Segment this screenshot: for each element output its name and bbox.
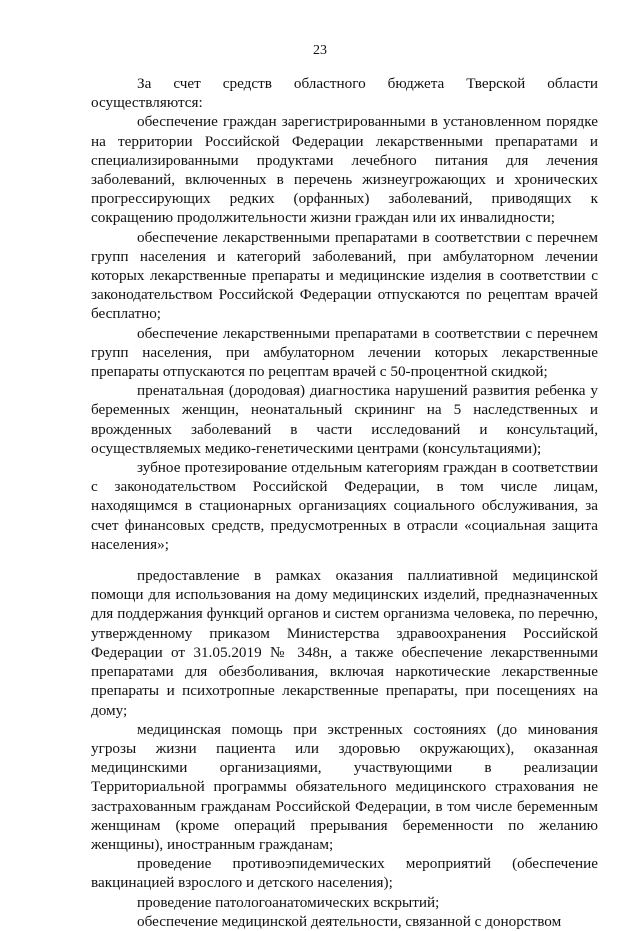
paragraph-autopsies: проведение патологоанатомических вскрытий; bbox=[137, 893, 440, 911]
document-body bbox=[91, 74, 598, 931]
paragraph-dental-prosthetics: зубное протезирование отдельным категориям граждан в соответствии с законодательством Российской Федерации, в том числе лицам, находящимся в стационарных организациях социального обслуживания, за счет финансовых средств, предусмотренных в отрасли «социальная защита населения»; bbox=[91, 459, 598, 553]
paragraph-emergency-care: медицинская помощь при экстренных состояниях (до минования угрозы жизни пациента или здоровью окружающих), оказанная медицинскими организациями, участвующими в реализации Территориальной программы обязательного медицинского страхования не застрахованным гражданам Российской Федерации, в том числе беременным женщинам (кроме операций прерывания беременности по желанию женщины), иностранным гражданам; bbox=[91, 720, 598, 853]
paragraph-donation: обеспечение медицинской деятельности, связанной с донорством bbox=[137, 912, 562, 930]
paragraph-palliative-care: предоставление в рамках оказания паллиативной медицинской помощи для использования на дому медицинских изделий, предназначенных для поддержания функций органов и систем организма человека, по перечню, утвержденному приказом Министерства здравоохранения Российской Федерации от 31.05.2019 № 348н, а также обеспечение лекарственными препаратами для обезболивания, включая наркотические лекарственные препараты и психотропные лекарственные препараты, при посещениях на дому; bbox=[91, 567, 598, 719]
paragraph-orphan-diseases: обеспечение граждан зарегистрированными в установленном порядке на территории Российской Федерации лекарственными препаратами и специализированными продуктами лечебного питания для лечения заболеваний, включенных в перечень жизнеугрожающих и хронических прогрессирующих редких (орфанных) заболеваний, приводящих к сокращению продолжительности жизни граждан или их инвалидности; bbox=[91, 113, 598, 227]
paragraph-discount-prescriptions: обеспечение лекарственными препаратами в соответствии с перечнем групп населения, при амбулаторном лечении которых лекарственные препараты отпускаются по рецептам врачей с 50-процентной скидкой; bbox=[91, 324, 598, 381]
paragraph-epidemic-measures: проведение противоэпидемических мероприятий (обеспечение вакцинацией взрослого и детского населения); bbox=[91, 855, 598, 892]
page-number: 23 bbox=[313, 43, 327, 58]
paragraph-prenatal-diagnostics: пренатальная (дородовая) диагностика нарушений развития ребенка у беременных женщин, неонатальный скрининг на 5 наследственных и врожденных заболеваний в части исследований и консультаций, осуществляемых медико-генетическими центрами (консультациями); bbox=[91, 382, 598, 457]
paragraph-intro: За счет средств областного бюджета Тверской области осуществляются: bbox=[91, 75, 598, 112]
paragraph-free-prescriptions: обеспечение лекарственными препаратами в соответствии с перечнем групп населения и категорий заболеваний, при амбулаторном лечении которых лекарственные препараты и медицинские изделия в соответствии с законодательством Российской Федерации отпускаются по рецептам врачей бесплатно; bbox=[91, 228, 598, 323]
